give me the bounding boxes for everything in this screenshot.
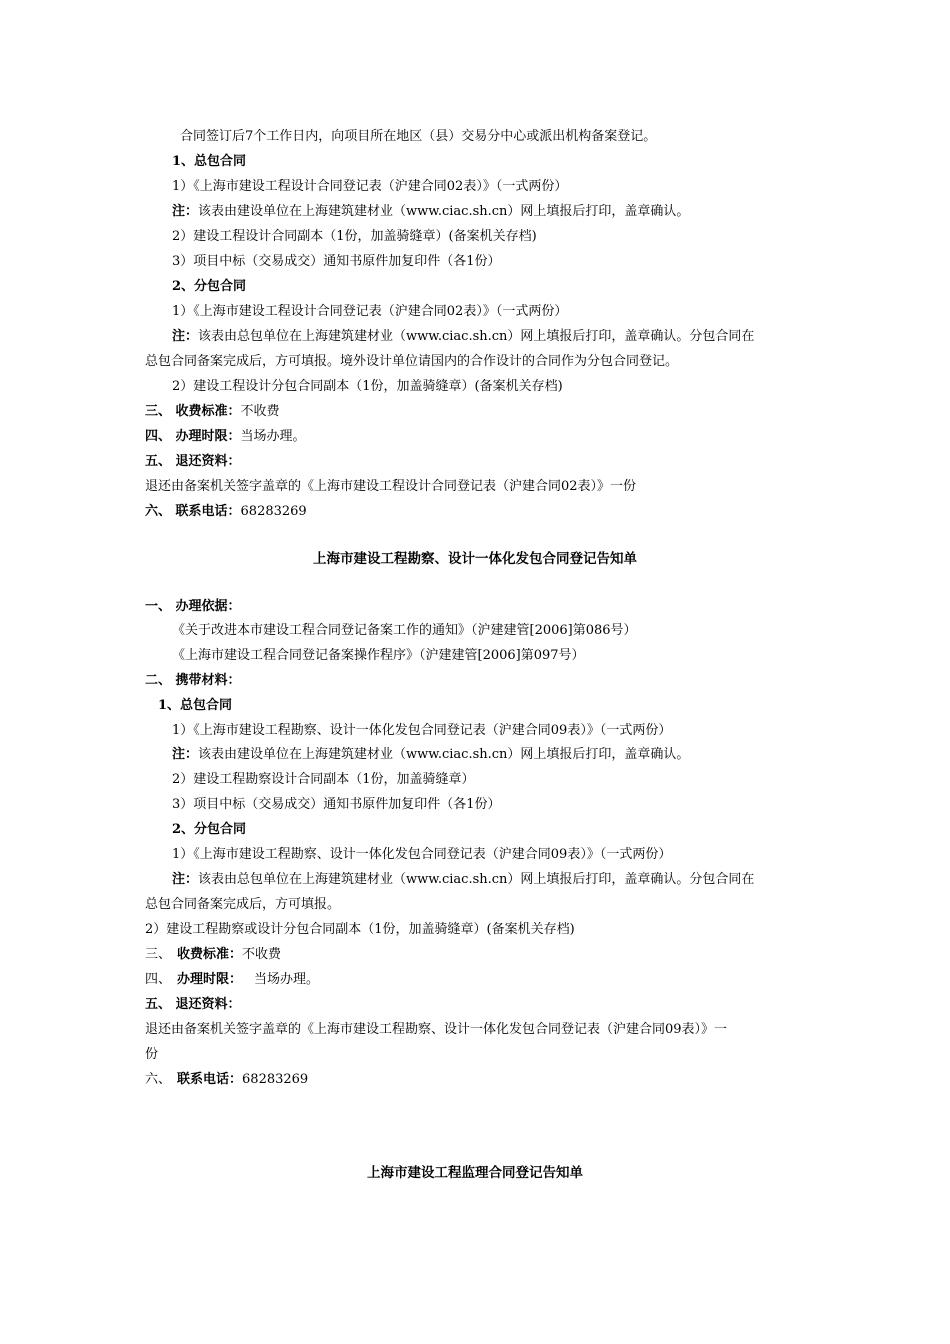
return-value: 退还由备案机关签字盖章的《上海市建设工程勘察、设计一体化发包合同登记表（沪建合同09表）》一 [145, 1022, 728, 1037]
sub-item-1: 1）《上海市建设工程勘察、设计一体化发包合同登记表（沪建合同09表）》（一式两份） [172, 847, 672, 862]
general-note [172, 746, 689, 764]
note-label: 注： [172, 872, 199, 887]
section-title: 上海市建设工程勘察、设计一体化发包合同登记告知单 [313, 551, 637, 567]
sub-item-2: 2）建设工程勘察或设计分包合同副本（1份，加盖骑缝章）(备案机关存档) [145, 922, 575, 937]
phone-label: 六、 联系电话： [145, 504, 241, 519]
materials-label: 二、 携带材料： [145, 673, 241, 688]
general-item-2: 2）建设工程勘察设计合同副本（1份，加盖骑缝章） [172, 772, 475, 787]
basis-item-1: 《关于改进本市建设工程合同登记备案工作的通知》（沪建建管[2006]第086号） [172, 623, 637, 638]
time-number: 四、 [145, 972, 172, 987]
sub-note-continued: 总包合同备案完成后，方可填报。 [145, 897, 341, 912]
phone-number: 六、 [145, 1072, 172, 1087]
time-label: 四、 办理时限： [145, 429, 241, 444]
sub-item-1: 1）《上海市建设工程设计合同登记表（沪建合同02表）》（一式两份） [172, 304, 568, 319]
phone-value: 68283269 [240, 504, 307, 519]
general-item-3: 3）项目中标（交易成交）通知书原件加复印件（各1份） [172, 797, 501, 812]
general-item-1: 1）《上海市建设工程设计合同登记表（沪建合同02表）》（一式两份） [172, 179, 568, 194]
phone-value: 68283269 [242, 1072, 309, 1087]
sub-contract-heading: 2、分包合同 [172, 822, 247, 837]
time-row [145, 971, 319, 989]
time-label: 办理时限： [177, 972, 243, 987]
general-note [172, 203, 689, 221]
phone-row [145, 1071, 308, 1089]
basis-label: 一、 办理依据： [145, 599, 241, 614]
fee-label: 三、 收费标准： [145, 404, 241, 419]
fee-row [145, 946, 281, 964]
general-contract-heading: 1、总包合同 [172, 154, 247, 169]
fee-number: 三、 [145, 947, 172, 962]
general-contract-heading: 1、总包合同 [158, 698, 233, 713]
note-text: 该表由总包单位在上海建筑建材业（www.ciac.sh.cn）网上填报后打印，盖章确认。分包合同在 [198, 872, 755, 887]
basis-item-2: 《上海市建设工程合同登记备案操作程序》（沪建建管[2006]第097号） [172, 648, 585, 663]
sub-item-2: 2）建设工程设计分包合同副本（1份，加盖骑缝章）(备案机关存档) [172, 379, 563, 394]
phone-row [145, 503, 307, 521]
note-label: 注： [172, 747, 199, 762]
time-value: 当场办理。 [254, 972, 320, 987]
fee-row [145, 403, 280, 421]
return-label: 五、 退还资料： [145, 454, 241, 469]
time-row [145, 428, 306, 446]
sub-contract-heading: 2、分包合同 [172, 279, 247, 294]
general-item-3: 3）项目中标（交易成交）通知书原件加复印件（各1份） [172, 254, 501, 269]
intro-text: 合同签订后7个工作日内，向项目所在地区（县）交易分中心或派出机构备案登记。 [180, 129, 657, 144]
time-value: 当场办理。 [240, 429, 306, 444]
note-label: 注： [172, 329, 199, 344]
note-text: 该表由总包单位在上海建筑建材业（www.ciac.sh.cn）网上填报后打印，盖章确认。分包合同在 [198, 329, 755, 344]
sub-note-continued: 总包合同备案完成后，方可填报。境外设计单位请国内的合作设计的合同作为分包合同登记。 [145, 354, 679, 369]
return-value-continued: 份 [145, 1047, 159, 1062]
general-item-2: 2）建设工程设计合同副本（1份，加盖骑缝章）(备案机关存档) [172, 229, 537, 244]
sub-note [172, 871, 754, 889]
fee-value: 不收费 [240, 404, 280, 419]
section-title: 上海市建设工程监理合同登记告知单 [367, 1165, 583, 1181]
note-text: 该表由建设单位在上海建筑建材业（www.ciac.sh.cn）网上填报后打印，盖章确认。 [198, 204, 690, 219]
fee-label: 收费标准： [177, 947, 243, 962]
note-label: 注： [172, 204, 199, 219]
sub-note [172, 328, 754, 346]
note-text: 该表由建设单位在上海建筑建材业（www.ciac.sh.cn）网上填报后打印，盖章确认。 [198, 747, 690, 762]
phone-label: 联系电话： [177, 1072, 243, 1087]
fee-value: 不收费 [242, 947, 282, 962]
return-label: 五、 退还资料： [145, 997, 241, 1012]
general-item-1: 1）《上海市建设工程勘察、设计一体化发包合同登记表（沪建合同09表）》（一式两份） [172, 723, 672, 738]
return-value: 退还由备案机关签字盖章的《上海市建设工程设计合同登记表（沪建合同02表）》一份 [145, 479, 637, 494]
